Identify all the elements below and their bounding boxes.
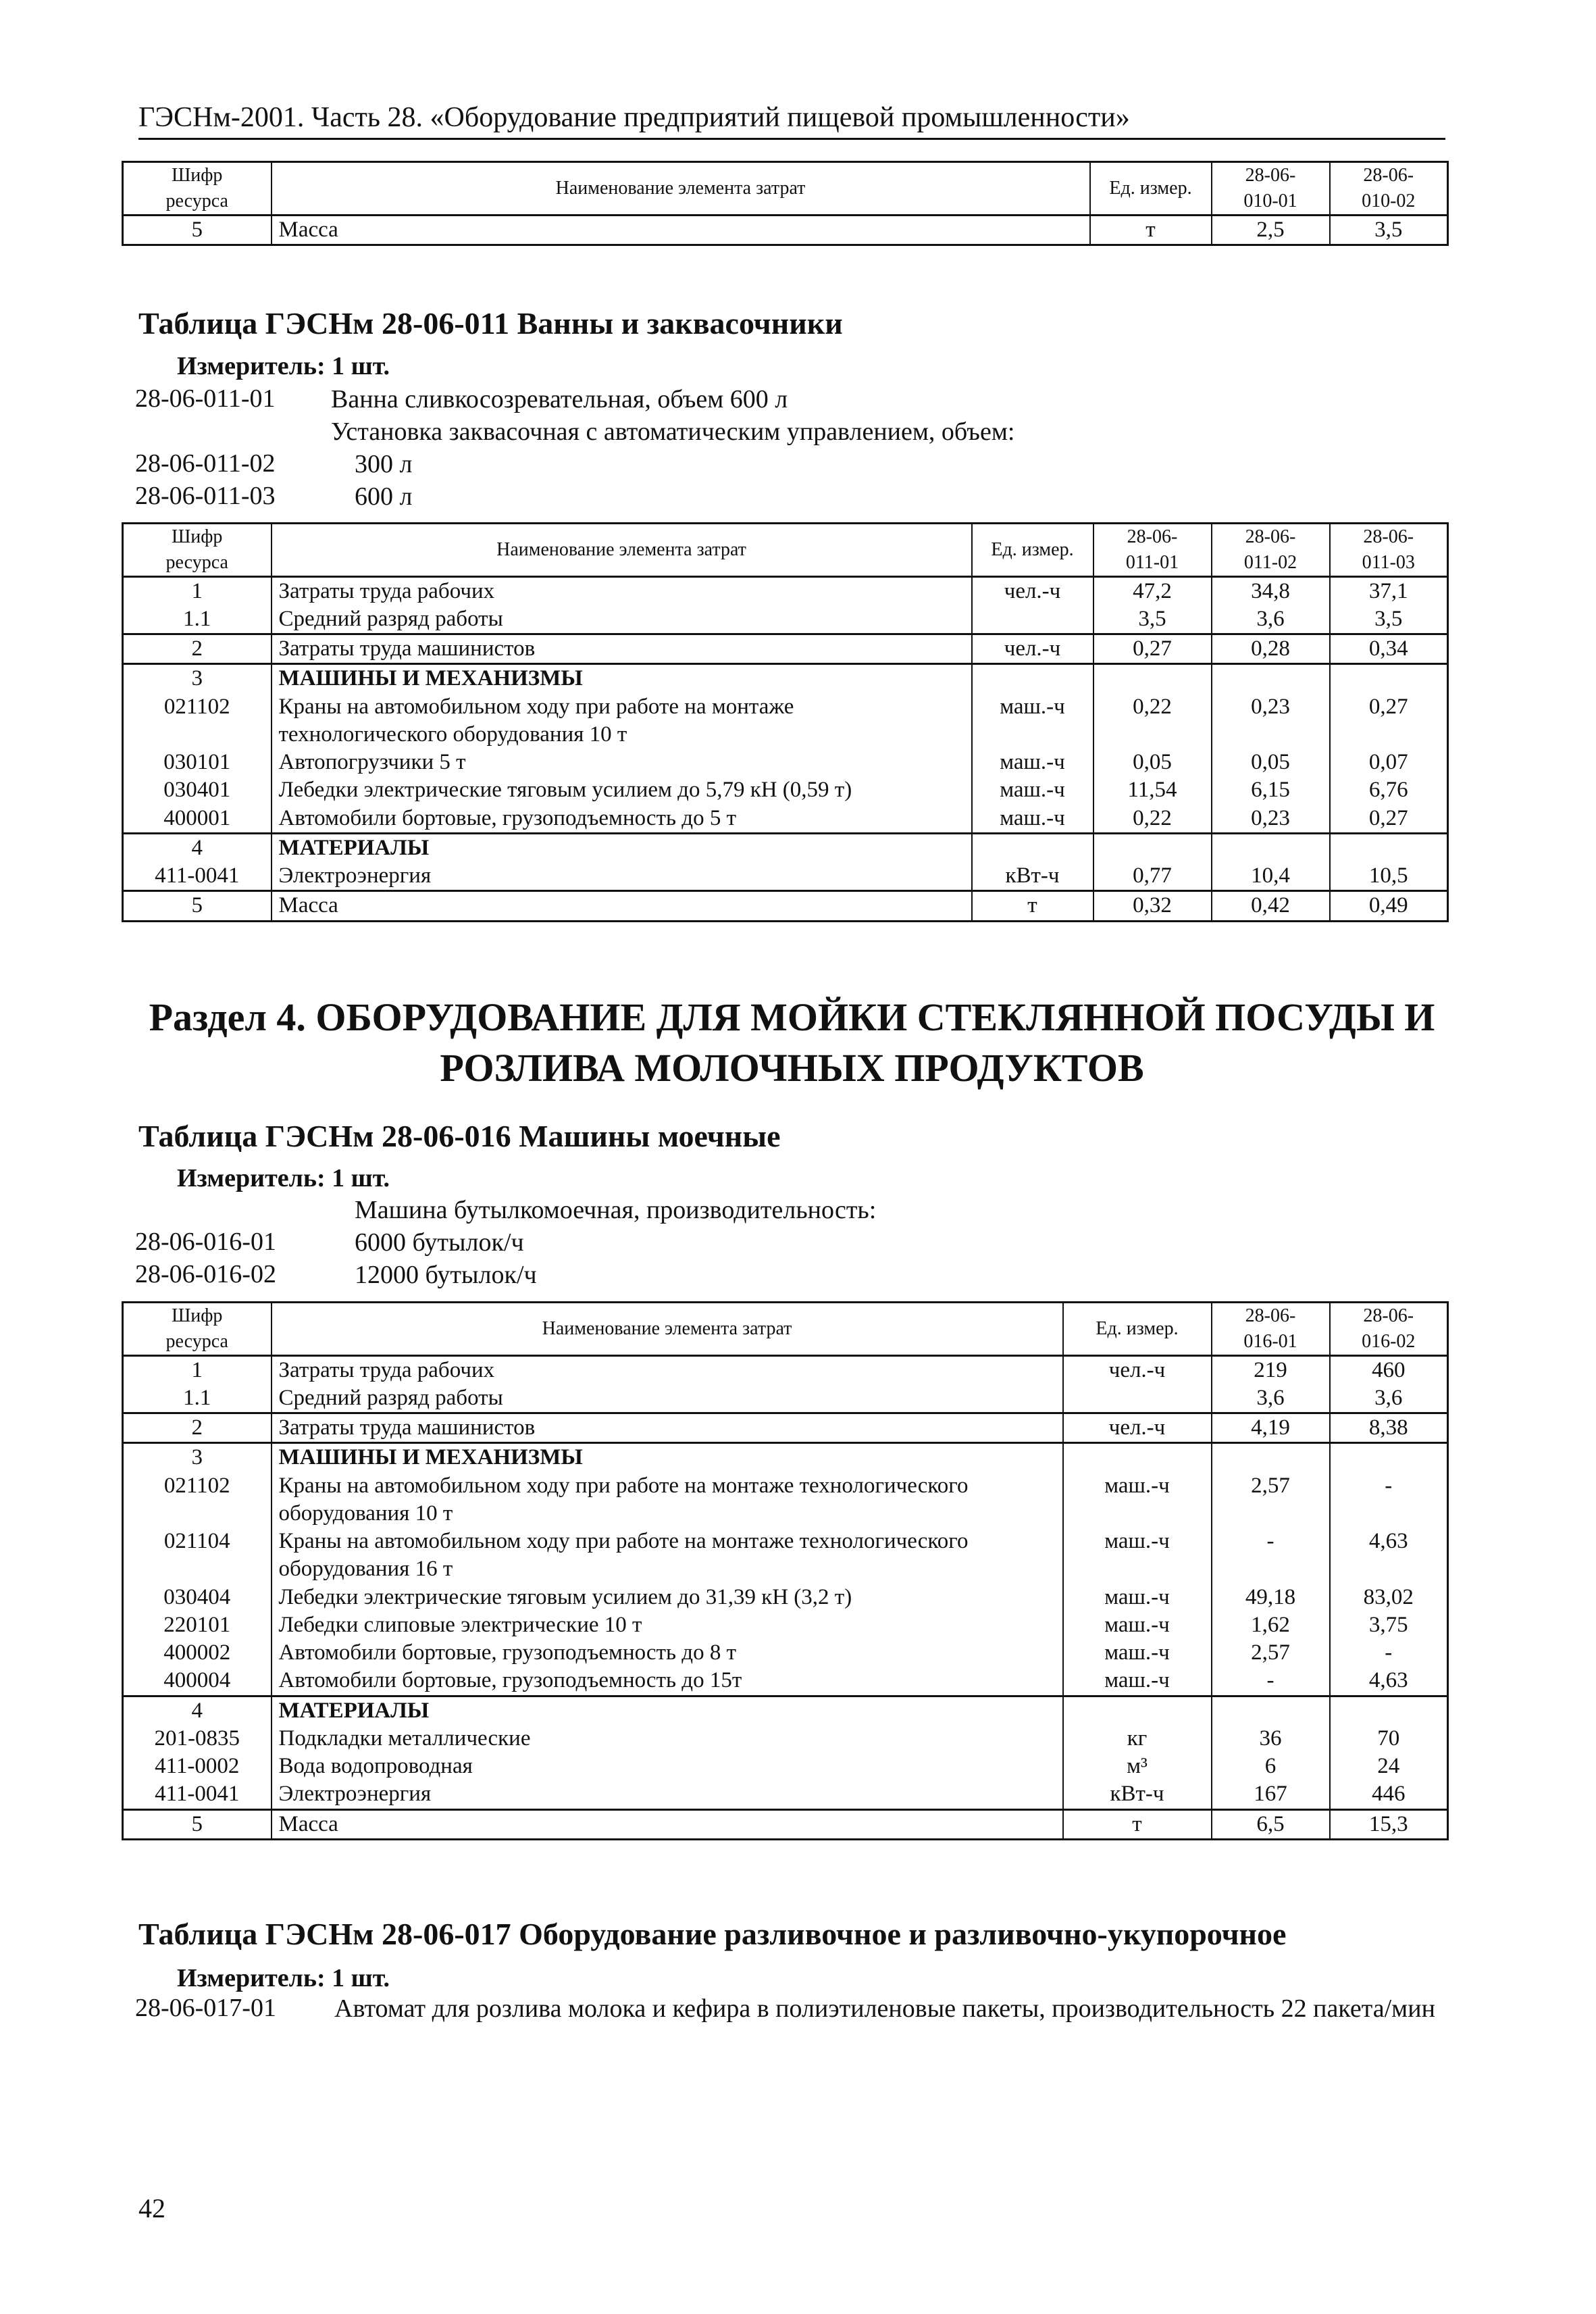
header-norm-line: 010-01 [1243, 190, 1297, 211]
cell-name: Лебедки электрические тяговым усилием до 5,79 кН (0,59 т) [272, 776, 972, 804]
section-title-line-2: РОЗЛИВА МОЛОЧНЫХ ПРОДУКТОВ [440, 1046, 1144, 1090]
cell-code: 400004 [123, 1667, 272, 1696]
cell-value: 0,77 [1093, 862, 1212, 891]
cell-unit: маш.-ч [1063, 1472, 1212, 1528]
cell-value: 3,75 [1330, 1611, 1448, 1639]
cell-code: 021102 [123, 693, 272, 749]
cell-unit: кВт-ч [1063, 1780, 1212, 1809]
cell-code: 1.1 [123, 1384, 272, 1413]
cell-value: 446 [1330, 1780, 1448, 1809]
cell-code: 400002 [123, 1639, 272, 1667]
cell-value [1212, 1696, 1330, 1725]
header-norm-code [1212, 524, 1330, 577]
table-row [123, 1528, 1448, 1584]
cell-name: Автомобили бортовые, грузоподъемность до 8 т [272, 1639, 1063, 1667]
cell-code: 1.1 [123, 605, 272, 634]
cell-unit: чел.-ч [972, 634, 1093, 664]
cell-unit: маш.-ч [1063, 1611, 1212, 1639]
cell-name: МАТЕРИАЛЫ [272, 1696, 1063, 1725]
cell-name: МАШИНЫ И МЕХАНИЗМЫ [272, 664, 972, 693]
table-row [123, 1639, 1448, 1667]
cell-code: 5 [123, 1809, 272, 1839]
cell-unit: чел.-ч [972, 576, 1093, 605]
table-row [123, 1667, 1448, 1696]
header-norm-line: 016-02 [1362, 1330, 1416, 1352]
cell-name: МАТЕРИАЛЫ [272, 833, 972, 862]
cell-unit: маш.-ч [1063, 1528, 1212, 1584]
header-norm-line: 28-06- [1363, 1305, 1414, 1326]
cell-value: 34,8 [1212, 576, 1330, 605]
cell-value: 3,6 [1330, 1384, 1448, 1413]
cell-value: 0,42 [1212, 891, 1330, 921]
cell-code: 5 [123, 891, 272, 921]
cell-value [1212, 833, 1330, 862]
cell-unit: чел.-ч [1063, 1355, 1212, 1384]
header-code-line: ресурса [165, 551, 228, 573]
cell-unit: маш.-ч [972, 805, 1093, 834]
cell-value: 6,76 [1330, 776, 1448, 804]
header-norm-line: 011-02 [1243, 551, 1297, 573]
table-row [123, 1472, 1448, 1528]
cell-code: 411-0041 [123, 862, 272, 891]
cell-name: Затраты труда машинистов [272, 634, 972, 664]
cell-name: МАШИНЫ И МЕХАНИЗМЫ [272, 1443, 1063, 1472]
table-row [123, 862, 1448, 891]
cell-unit [972, 664, 1093, 693]
header-norm-code [1093, 524, 1212, 577]
cell-unit [972, 833, 1093, 862]
header-code-line: Шифр [172, 1305, 223, 1326]
cell-name: Лебедки электрические тяговым усилием до 31,39 кН (3,2 т) [272, 1584, 1063, 1611]
section-title [138, 992, 1445, 1094]
cell-unit: маш.-ч [972, 776, 1093, 804]
cell-unit [972, 605, 1093, 634]
cell-value [1330, 664, 1448, 693]
cell-value: 0,49 [1330, 891, 1448, 921]
cell-name: Масса [272, 1809, 1063, 1839]
table-body [123, 215, 1448, 245]
cell-code: 030404 [123, 1584, 272, 1611]
cell-unit: т [972, 891, 1093, 921]
cell-value: 2,57 [1212, 1472, 1330, 1528]
cell-name: Автомобили бортовые, грузоподъемность до 5 т [272, 805, 972, 834]
header-unit: Ед. измер. [972, 524, 1093, 577]
cell-value [1330, 1443, 1448, 1472]
table-row [123, 749, 1448, 776]
table-row [123, 833, 1448, 862]
table-row [123, 776, 1448, 804]
table-row [123, 1355, 1448, 1384]
cell-name: Средний разряд работы [272, 1384, 1063, 1413]
cell-name: Затраты труда рабочих [272, 1355, 1063, 1384]
header-code-line: Шифр [172, 526, 223, 547]
cell-name: Масса [272, 215, 1090, 245]
header-norm-line: 016-01 [1243, 1330, 1297, 1352]
cell-name: Электроэнергия [272, 862, 972, 891]
cell-code: 030401 [123, 776, 272, 804]
cell-unit: кВт-ч [972, 862, 1093, 891]
header-norm-line: 28-06- [1245, 526, 1296, 547]
cell-name: Краны на автомобильном ходу при работе на монтаже технологического оборудования 10 т [272, 693, 972, 749]
header-code [123, 162, 272, 216]
cell-name: Автопогрузчики 5 т [272, 749, 972, 776]
cell-unit: т [1090, 215, 1212, 245]
cell-code: 1 [123, 576, 272, 605]
header-unit: Ед. измер. [1090, 162, 1212, 216]
header-norm-line: 28-06- [1363, 526, 1414, 547]
table-row [123, 1780, 1448, 1809]
table-title-28-06-017: Таблица ГЭСНм 28-06-017 Оборудование разливочное и разливочно-укупорочное [138, 1917, 1287, 1951]
cell-name: Вода водопроводная [272, 1753, 1063, 1780]
table-row [123, 634, 1448, 664]
table-row [123, 1753, 1448, 1780]
header-norm-code [1330, 162, 1448, 216]
cell-code: 2 [123, 634, 272, 664]
header-norm-code [1330, 524, 1448, 577]
meter-label: Измеритель: 1 шт. [177, 1164, 390, 1192]
norm-code: 28-06-017-01 [135, 1994, 276, 2022]
cell-value: 36 [1212, 1725, 1330, 1753]
cell-unit: м³ [1063, 1753, 1212, 1780]
cell-value [1330, 1696, 1448, 1725]
cell-value: 0,23 [1212, 805, 1330, 834]
table-title-28-06-016: Таблица ГЭСНм 28-06-016 Машины моечные [138, 1119, 781, 1153]
cell-unit: маш.-ч [972, 749, 1093, 776]
section-title-line-1: Раздел 4. ОБОРУДОВАНИЕ ДЛЯ МОЙКИ СТЕКЛЯННОЙ ПОСУДЫ И [149, 995, 1435, 1039]
cell-code: 3 [123, 664, 272, 693]
table-row [123, 891, 1448, 921]
cell-value: 6,15 [1212, 776, 1330, 804]
cell-value: 0,34 [1330, 634, 1448, 664]
cell-value: 4,19 [1212, 1413, 1330, 1443]
cell-value: 15,3 [1330, 1809, 1448, 1839]
cell-unit: чел.-ч [1063, 1413, 1212, 1443]
running-header: ГЭСНм-2001. Часть 28. «Оборудование предприятий пищевой промышленности» [138, 101, 1445, 140]
cell-value [1330, 833, 1448, 862]
cell-code: 4 [123, 1696, 272, 1725]
table-row [123, 1725, 1448, 1753]
table-row [123, 1413, 1448, 1443]
cell-value: 6,5 [1212, 1809, 1330, 1839]
table-row [123, 693, 1448, 749]
cell-code: 021104 [123, 1528, 272, 1584]
cell-value: 11,54 [1093, 776, 1212, 804]
table-header-row [123, 524, 1448, 577]
header-norm-line: 011-03 [1362, 551, 1415, 573]
norm-code: 28-06-016-01 [135, 1228, 276, 1256]
cell-name: Краны на автомобильном ходу при работе на монтаже технологического оборудования 10 т [272, 1472, 1063, 1528]
cell-unit: маш.-ч [972, 693, 1093, 749]
norm-description: Установка заквасочная с автоматическим управлением, объем: [331, 418, 1015, 446]
cell-value: 0,07 [1330, 749, 1448, 776]
cell-code: 411-0041 [123, 1780, 272, 1809]
norm-code: 28-06-016-02 [135, 1260, 276, 1288]
header-code-line: ресурса [165, 1330, 228, 1352]
norm-description: 300 л [355, 450, 413, 478]
cell-code: 2 [123, 1413, 272, 1443]
cell-value: 0,27 [1330, 805, 1448, 834]
header-norm-line: 010-02 [1362, 190, 1416, 211]
cell-name: Затраты труда машинистов [272, 1413, 1063, 1443]
header-norm-code [1330, 1303, 1448, 1356]
table-row [123, 1384, 1448, 1413]
norm-description: Машина бутылкомоечная, производительность: [355, 1196, 877, 1224]
header-name: Наименование элемента затрат [272, 1303, 1063, 1356]
cell-value: 10,4 [1212, 862, 1330, 891]
header-code-line: ресурса [165, 190, 228, 211]
cell-value [1212, 664, 1330, 693]
cell-value: 8,38 [1330, 1413, 1448, 1443]
cell-name: Затраты труда рабочих [272, 576, 972, 605]
header-code [123, 524, 272, 577]
cell-value [1093, 833, 1212, 862]
cell-value: 0,22 [1093, 693, 1212, 749]
cell-value: 0,28 [1212, 634, 1330, 664]
cell-value: 0,05 [1093, 749, 1212, 776]
cell-name: Краны на автомобильном ходу при работе на монтаже технологического оборудования 16 т [272, 1528, 1063, 1584]
cell-unit: маш.-ч [1063, 1639, 1212, 1667]
table-row [123, 576, 1448, 605]
cell-value: - [1330, 1472, 1448, 1528]
cell-unit [1063, 1384, 1212, 1413]
cell-value: 49,18 [1212, 1584, 1330, 1611]
cell-value: 0,32 [1093, 891, 1212, 921]
table-header-row [123, 1303, 1448, 1356]
cell-name: Масса [272, 891, 972, 921]
cell-code: 030101 [123, 749, 272, 776]
cell-value [1093, 664, 1212, 693]
table-28-06-011 [122, 522, 1449, 922]
header-norm-line: 28-06- [1127, 526, 1178, 547]
table-body [123, 576, 1448, 921]
header-norm-code [1212, 162, 1330, 216]
cell-value: 6 [1212, 1753, 1330, 1780]
table-title-28-06-011: Таблица ГЭСНм 28-06-011 Ванны и заквасочники [138, 306, 843, 341]
norm-description: Ванна сливкосозревательная, объем 600 л [331, 385, 788, 413]
cell-value: 460 [1330, 1355, 1448, 1384]
header-code [123, 1303, 272, 1356]
cell-value: 0,23 [1212, 693, 1330, 749]
norm-code: 28-06-011-03 [135, 482, 276, 510]
norm-description: 12000 бутылок/ч [355, 1261, 537, 1289]
cell-code: 5 [123, 215, 272, 245]
cell-value: 0,22 [1093, 805, 1212, 834]
cell-value: 4,63 [1330, 1528, 1448, 1584]
cell-value: 2,57 [1212, 1639, 1330, 1667]
cell-value: 3,5 [1330, 215, 1448, 245]
cell-value: 3,5 [1330, 605, 1448, 634]
table-row [123, 1696, 1448, 1725]
cell-name: Автомобили бортовые, грузоподъемность до 15т [272, 1667, 1063, 1696]
table-body [123, 1355, 1448, 1839]
table-row [123, 605, 1448, 634]
page-number: 42 [138, 2193, 165, 2223]
cell-code: 411-0002 [123, 1753, 272, 1780]
table-28-06-010-continuation [122, 161, 1449, 246]
cell-value [1212, 1443, 1330, 1472]
norm-code: 28-06-011-02 [135, 449, 276, 478]
header-norm-line: 011-01 [1125, 551, 1179, 573]
norm-code: 28-06-011-01 [135, 384, 276, 413]
header-code-line: Шифр [172, 165, 223, 186]
cell-value: 167 [1212, 1780, 1330, 1809]
norm-description: 6000 бутылок/ч [355, 1228, 524, 1257]
header-name: Наименование элемента затрат [272, 162, 1090, 216]
cell-value: - [1212, 1667, 1330, 1696]
cell-value: - [1330, 1639, 1448, 1667]
cell-value: 219 [1212, 1355, 1330, 1384]
cell-value: 1,62 [1212, 1611, 1330, 1639]
cell-value: 83,02 [1330, 1584, 1448, 1611]
cell-value: - [1212, 1528, 1330, 1584]
cell-unit: маш.-ч [1063, 1667, 1212, 1696]
table-row [123, 1809, 1448, 1839]
meter-label: Измеритель: 1 шт. [177, 1964, 390, 1992]
cell-code: 1 [123, 1355, 272, 1384]
cell-value: 47,2 [1093, 576, 1212, 605]
table-28-06-016 [122, 1301, 1449, 1840]
cell-unit [1063, 1696, 1212, 1725]
cell-code: 3 [123, 1443, 272, 1472]
cell-code: 201-0835 [123, 1725, 272, 1753]
cell-unit: т [1063, 1809, 1212, 1839]
cell-value: 3,6 [1212, 605, 1330, 634]
cell-value: 37,1 [1330, 576, 1448, 605]
meter-label: Измеритель: 1 шт. [177, 352, 390, 380]
cell-value: 2,5 [1212, 215, 1330, 245]
cell-value: 4,63 [1330, 1667, 1448, 1696]
cell-value: 0,27 [1330, 693, 1448, 749]
cell-value: 70 [1330, 1725, 1448, 1753]
cell-value: 3,5 [1093, 605, 1212, 634]
header-norm-line: 28-06- [1245, 165, 1296, 186]
cell-value: 0,27 [1093, 634, 1212, 664]
norm-description: 600 л [355, 482, 413, 511]
table-row [123, 215, 1448, 245]
cell-code: 400001 [123, 805, 272, 834]
header-norm-line: 28-06- [1363, 165, 1414, 186]
header-norm-line: 28-06- [1245, 1305, 1296, 1326]
table-row [123, 1584, 1448, 1611]
table-row [123, 805, 1448, 834]
cell-name: Подкладки металлические [272, 1725, 1063, 1753]
header-unit: Ед. измер. [1063, 1303, 1212, 1356]
table-row [123, 1611, 1448, 1639]
header-norm-code [1212, 1303, 1330, 1356]
cell-code: 4 [123, 833, 272, 862]
table-row [123, 1443, 1448, 1472]
cell-unit: кг [1063, 1725, 1212, 1753]
cell-unit: маш.-ч [1063, 1584, 1212, 1611]
table-header-row [123, 162, 1448, 216]
cell-code: 021102 [123, 1472, 272, 1528]
cell-name: Лебедки слиповые электрические 10 т [272, 1611, 1063, 1639]
cell-value: 10,5 [1330, 862, 1448, 891]
cell-unit [1063, 1443, 1212, 1472]
cell-name: Электроэнергия [272, 1780, 1063, 1809]
cell-code: 220101 [123, 1611, 272, 1639]
norm-description: Автомат для розлива молока и кефира в полиэтиленовые пакеты, производительность 22 пакета/мин [334, 1994, 1435, 2023]
table-row [123, 664, 1448, 693]
cell-value: 24 [1330, 1753, 1448, 1780]
cell-name: Средний разряд работы [272, 605, 972, 634]
header-name: Наименование элемента затрат [272, 524, 972, 577]
cell-value: 0,05 [1212, 749, 1330, 776]
cell-value: 3,6 [1212, 1384, 1330, 1413]
